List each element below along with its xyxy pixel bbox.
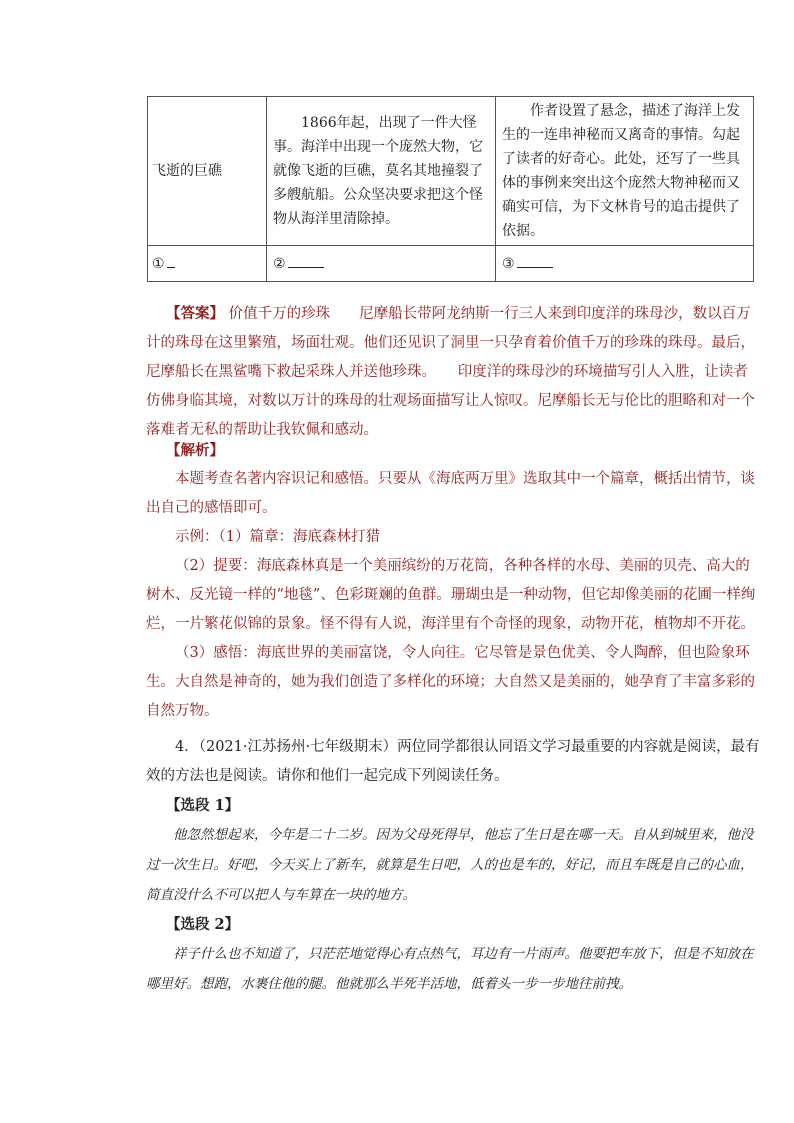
reading-table — [147, 96, 754, 282]
answer-text: 价值千万的珍珠 尼摩船长带阿龙纳斯一行三人来到印度洋的珠母沙，数以百万计的珠母在这里繁殖，场面壮观。他们还见识了洞里一只孕育着价值千万的珍珠的珠母。最后，尼摩船长在黑鲨嘴下救起采珠人并送他珍珠。 印度洋的珠母沙的环境描写引人入胜，让读者仿佛身临其境，对数以万计的珠母的壮观场面描写让人惊叹。尼摩船长无与伦比的胆略和对一个落难者无私的帮助让我钦佩和感动。 — [146, 306, 755, 438]
blank-cell-2 — [267, 246, 496, 282]
analysis-section — [146, 436, 760, 726]
answer-line-3 — [517, 253, 553, 268]
blank-marker-2: ② — [273, 255, 286, 272]
blank-cell-1 — [148, 246, 267, 282]
table-row — [148, 97, 754, 246]
segment-2-text: 祥子什么也不知道了，只茫茫地觉得心有点热气，耳边有一片雨声。他要把车放下，但是不知放在哪里好。想跑，水裹住他的腿。他就那么半死半活地，低着头一步一步地往前拽。 — [146, 946, 754, 992]
summary-text: 1866年起，出现了一件大怪事。海洋中出现一个庞然大物，它就像飞逝的巨礁，莫名其地撞裂了多艘航船。公众坚决要求把这个怪物从海洋里清除掉。 — [273, 115, 483, 227]
comment-cell — [496, 97, 754, 246]
table-row — [148, 246, 754, 282]
analysis-point-3: （3）感悟：海底世界的美丽富饶，令人向往。它尽管是景色优美、令人陶醉，但也险象环生。大自然是神奇的，她为我们创造了多样化的环境；大自然又是美丽的，她孕育了丰富多彩的自然万物。 — [146, 645, 755, 719]
analysis-example: 示例：（1）篇章：海底森林打猎 — [175, 529, 380, 545]
blank-cell-3 — [496, 246, 754, 282]
blank-marker-3: ③ — [502, 255, 515, 272]
analysis-label: 【解析】 — [166, 442, 224, 459]
answer-section — [146, 299, 760, 445]
segment-2-label: 【选段 2】 — [166, 916, 240, 933]
comment-text: 作者设置了悬念，描述了海洋上发生的一连串神秘而又离奇的事情。勾起了读者的好奇心。此处，还写了一些具体的事例来突出这个庞然大物神秘而又确实可信，为下文林肯号的追击提供了依据。 — [502, 103, 740, 239]
question-4-text: 4．（2021·江苏扬州·七年级期末）两位同学都很认同语文学习最重要的内容就是阅读，最有效的方法也是阅读。请你和他们一起完成下列阅读任务。 — [146, 739, 760, 784]
segment-1-label: 【选段 1】 — [166, 797, 240, 814]
answer-line-2 — [288, 253, 324, 268]
answer-line-1 — [167, 253, 175, 268]
blank-marker-1: ① — [152, 255, 165, 272]
analysis-intro: 本题考查名著内容识记和感悟。只要从《海底两万里》选取其中一个篇章，概括出情节，谈出自己的感悟即可。 — [146, 471, 755, 516]
chapter-title-cell: 飞逝的巨礁 — [148, 97, 267, 246]
answer-label: 【答案】 — [166, 305, 224, 322]
analysis-point-2: （2）提要：海底森林真是一个美丽缤纷的万花筒，各种各样的水母、美丽的贝壳、高大的树木、反光镜一样的“地毯”、色彩斑斓的鱼群。珊瑚虫是一种动物，但它却像美丽的花圃一样绚烂，一片繁花似锦的景象。怪不得有人说，海洋里有个奇怪的现象，动物开花，植物却不开花。 — [146, 558, 756, 632]
segment-1-text: 他忽然想起来，今年是二十二岁。因为父母死得早，他忘了生日是在哪一天。自从到城里来，他没过一次生日。好吧，今天买上了新车，就算是生日吧，人的也是车的，好记，而且车既是自己的心血，简直没什么不可以把人与车算在一块的地方。 — [146, 827, 754, 903]
summary-cell — [267, 97, 496, 246]
question-4 — [146, 733, 760, 999]
